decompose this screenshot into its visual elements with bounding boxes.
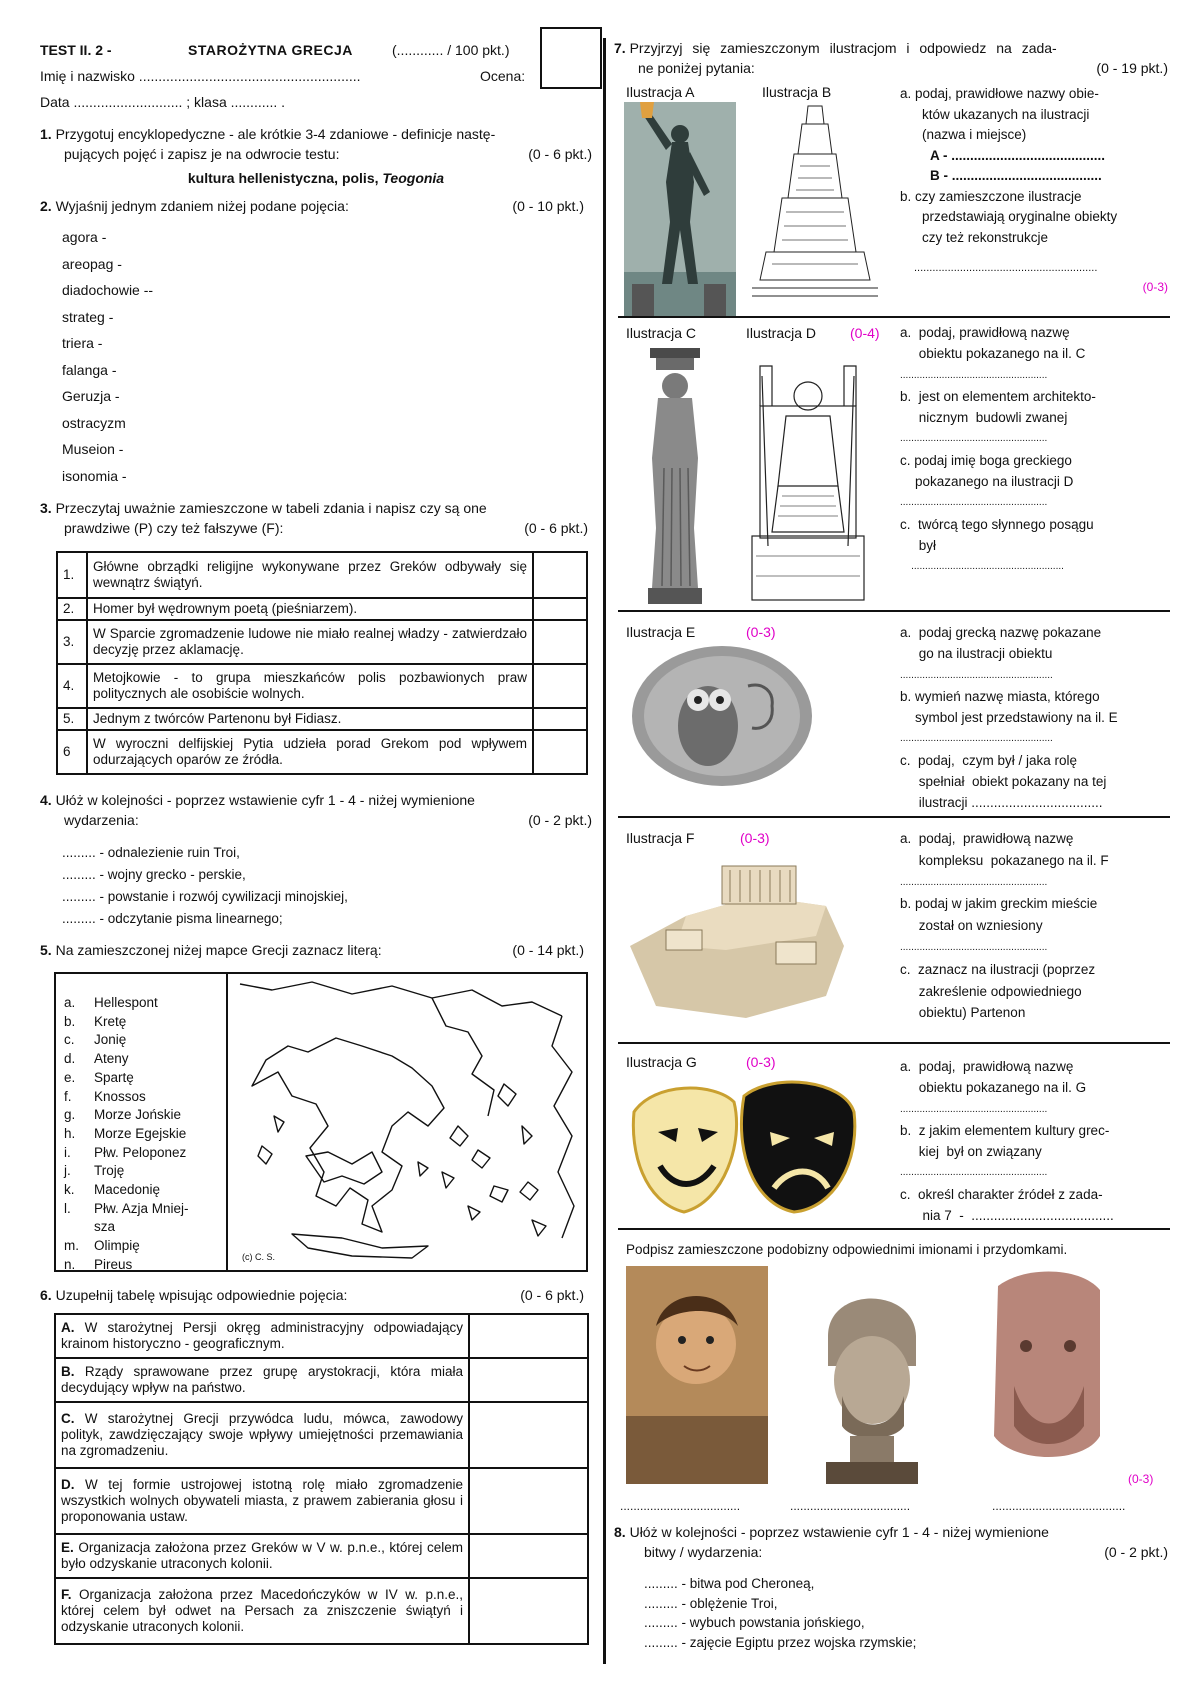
- e-score: (0-3): [746, 624, 776, 640]
- q1-number: 1.: [40, 126, 52, 142]
- q3-table-row: [57, 730, 587, 774]
- g-question-answer-line[interactable]: .....................................................: [900, 1103, 1048, 1115]
- ab-qb-line2: przedstawiają oryginalne obiekty: [922, 209, 1118, 224]
- q3-answer-cell[interactable]: [533, 620, 587, 664]
- f-questions: [900, 828, 1168, 1024]
- q5-item-text: Hellespont: [94, 995, 158, 1010]
- divider-e: [618, 816, 1170, 818]
- cd-question-line: a. podaj, prawidłową nazwę: [900, 325, 1070, 340]
- q5-item: [64, 1125, 189, 1144]
- cd-score: (0-4): [850, 325, 880, 341]
- q5-item-letter: a.: [64, 995, 76, 1010]
- g-question-line: a. podaj, prawidłową nazwę: [900, 1059, 1074, 1074]
- ab-qb-line3: czy też rekonstrukcje: [922, 229, 1049, 245]
- q5-item: [64, 1144, 189, 1163]
- colossus-image[interactable]: [624, 102, 736, 316]
- q5-item-text: Płw. Peloponez: [94, 1144, 187, 1160]
- q1-points: (0 - 6 pkt.): [528, 146, 592, 162]
- q5-item-letter: b.: [64, 1013, 76, 1029]
- q3-row-number: 4.: [57, 664, 87, 708]
- q5-item-text: Pireus: [94, 1256, 133, 1272]
- q8-item[interactable]: ......... - wybuch powstania jońskiego,: [644, 1615, 865, 1631]
- illustration-e-label: Ilustracja E: [626, 624, 696, 640]
- q1-terms: [40, 168, 592, 188]
- q5-item: [64, 1088, 189, 1107]
- q6-row-letter: B.: [61, 1364, 75, 1379]
- q4-number: 4.: [40, 792, 52, 808]
- q2-number: 2.: [40, 198, 52, 214]
- q6-answer-cell[interactable]: [469, 1314, 588, 1358]
- q3-row-number: 6: [57, 730, 87, 774]
- q5-points: (0 - 14 pkt.): [512, 942, 584, 958]
- q5-item-text: Knossos: [94, 1088, 146, 1104]
- q6-row-letter: F.: [61, 1587, 72, 1602]
- q3-table-row: [57, 620, 587, 664]
- q3-answer-cell[interactable]: [533, 552, 587, 598]
- portrait-helmeted-bust-image[interactable]: [798, 1266, 944, 1484]
- f-question-line: b. podaj w jakim greckim mieście: [900, 896, 1098, 912]
- illustration-f-label: Ilustracja F: [626, 830, 695, 846]
- q5-item-list: [64, 994, 189, 1275]
- f-question-answer-line[interactable]: .....................................................: [900, 876, 1048, 888]
- portrait-answer-2[interactable]: ....................................: [790, 1499, 911, 1513]
- q8-item[interactable]: ......... - oblężenie Troi,: [644, 1595, 778, 1611]
- q2-text: Wyjaśnij jednym zdaniem niżej podane pojęcia:: [55, 198, 349, 214]
- q5-item: [64, 1237, 189, 1256]
- q3-text-line1: Przeczytaj uważnie zamieszczone w tabeli zdania i napisz czy są one: [55, 500, 487, 516]
- q5-number: 5.: [40, 942, 52, 958]
- cd-question-line: b. jest on elementem architekto-: [900, 388, 1096, 404]
- q3-table-row: [57, 598, 587, 620]
- q5-item-letter: n.: [64, 1256, 76, 1272]
- column-divider: [603, 38, 606, 1664]
- q3-answer-cell[interactable]: [533, 664, 587, 708]
- illustration-a-label: Ilustracja A: [626, 84, 695, 100]
- page-title: STAROŻYTNA GRECJA: [188, 42, 353, 58]
- grade-box[interactable]: [540, 27, 602, 89]
- ab-qb-line1: b. czy zamieszczone ilustracje: [900, 188, 1082, 204]
- f-question-line: zakreślenie odpowiedniego: [900, 983, 1082, 999]
- q7-text-line2: ne poniżej pytania:: [638, 60, 755, 76]
- q5-item-letter: c.: [64, 1032, 75, 1048]
- max-points: (............ / 100 pkt.): [392, 42, 510, 58]
- portrait-bearded-head-image[interactable]: [984, 1266, 1110, 1470]
- q5-item-letter: d.: [64, 1051, 76, 1067]
- header: [40, 40, 540, 120]
- q5-item-letter: m.: [64, 1238, 79, 1254]
- f-question-line: obiektu) Partenon: [900, 1005, 1026, 1021]
- q2-term: Museion -: [62, 441, 124, 457]
- g-score: (0-3): [746, 1054, 776, 1070]
- q6-row-text: Rządy sprawowane przez grupę arystokracji, która miała decydujący wpływ na państwo.: [61, 1364, 463, 1395]
- q6-definition: [55, 1534, 469, 1578]
- q5-item: [64, 1106, 189, 1125]
- g-question-line: c. określ charakter źródeł z zada-: [900, 1186, 1103, 1202]
- q6-definition: [55, 1314, 469, 1358]
- divider-g: [618, 1228, 1170, 1230]
- q2-term: agora -: [62, 229, 107, 245]
- ab-score: (0-3): [1142, 279, 1168, 294]
- q6-text: Uzupełnij tabelę wpisując odpowiednie pojęcia:: [55, 1287, 348, 1303]
- e-question-answer-line[interactable]: .......................................................: [900, 669, 1053, 681]
- q7-number: 7.: [614, 40, 626, 56]
- f-question-line: a. podaj, prawidłową nazwę: [900, 831, 1074, 846]
- q5-item: [64, 994, 189, 1013]
- q5-item-text: Kretę: [94, 1013, 127, 1029]
- g-questions: [900, 1056, 1168, 1226]
- e-question-answer-line[interactable]: .......................................................: [900, 733, 1053, 745]
- g-question-line: nia 7 - ......................................: [900, 1208, 1114, 1224]
- q5-item-text: Macedonię: [94, 1182, 161, 1198]
- q3-row-number: 2.: [57, 598, 87, 620]
- greece-map[interactable]: [232, 976, 584, 1268]
- q3-answer-cell[interactable]: [533, 598, 587, 620]
- cd-questions: [900, 322, 1168, 578]
- q3-statement: Metojkowie - to grupa mieszkańców polis pozbawionych praw politycznych ale osobiście wolnych.: [87, 664, 533, 708]
- ab-answer-line[interactable]: ............................................................: [914, 262, 1098, 274]
- q8-item[interactable]: ......... - bitwa pod Cheroneą,: [644, 1576, 815, 1591]
- e-questions: [900, 622, 1168, 814]
- q3-points: (0 - 6 pkt.): [524, 520, 588, 536]
- cd-question-answer-line[interactable]: .....................................................: [900, 433, 1048, 445]
- q6-definition: [55, 1358, 469, 1402]
- q3-answer-cell[interactable]: [533, 730, 587, 774]
- q8-item[interactable]: ......... - zajęcie Egiptu przez wojska rzymskie;: [644, 1634, 917, 1650]
- q5-item: [64, 1162, 189, 1181]
- q6-table-row: [55, 1314, 588, 1358]
- q4-points: (0 - 2 pkt.): [528, 812, 592, 828]
- q6-row-text: Organizacja założona przez Macedończyków w IV w. p.n.e., której celem był odwet na Persach za zniszczenie świątyń i odzyskanie utraconych kolonii.: [61, 1587, 463, 1634]
- q5-item-letter: f.: [64, 1088, 72, 1104]
- q5-item: [64, 1181, 189, 1200]
- cd-question-answer-line[interactable]: .....................................................: [900, 497, 1048, 509]
- q5-item-text: Morze Jońskie: [94, 1107, 182, 1123]
- caryatid-image[interactable]: [636, 348, 714, 604]
- q6-definition: [55, 1468, 469, 1534]
- q4-text-line1: Ułóż w kolejności - poprzez wstawienie cyfr 1 - 4 - niżej wymienione: [55, 792, 475, 808]
- g-question-answer-line[interactable]: .....................................................: [900, 1167, 1048, 1179]
- test-label: TEST II. 2 -: [40, 42, 112, 58]
- q6-row-letter: A.: [61, 1320, 75, 1335]
- q5-item-text: Troję: [94, 1163, 125, 1179]
- q6-answer-cell[interactable]: [469, 1402, 588, 1468]
- q8-text-line2: bitwy / wydarzenia:: [644, 1544, 763, 1560]
- cd-question-line: był: [900, 537, 937, 553]
- q3-table-row: [57, 664, 587, 708]
- divider-f: [618, 1042, 1170, 1044]
- q6-table-row: [55, 1468, 588, 1534]
- q3-answer-cell[interactable]: [533, 708, 587, 730]
- q3-table-row: [57, 552, 587, 598]
- q6-answer-cell[interactable]: [469, 1468, 588, 1534]
- q3-row-number: 1.: [57, 552, 87, 598]
- q6-number: 6.: [40, 1287, 52, 1303]
- portrait-mosaic-image[interactable]: [626, 1266, 768, 1484]
- q5-item-letter: e.: [64, 1069, 76, 1085]
- q5-item-text: Jonię: [94, 1032, 127, 1048]
- q6-table-row: [55, 1534, 588, 1578]
- cd-question-line: c. podaj imię boga greckiego: [900, 452, 1072, 468]
- q5-item-text: Olimpię: [94, 1238, 140, 1254]
- q5-item-text: sza: [94, 1219, 116, 1235]
- q6-row-letter: E.: [61, 1540, 74, 1555]
- f-question-line: kompleksu pokazanego na il. F: [900, 852, 1109, 868]
- q4-item[interactable]: ......... - odnalezienie ruin Troi,: [62, 845, 240, 860]
- q5-box: [54, 972, 588, 1272]
- g-question-line: obiektu pokazanego na il. G: [900, 1080, 1087, 1096]
- q5-item: [64, 1200, 189, 1219]
- name-field-label[interactable]: Imię i nazwisko .........................................................: [40, 68, 361, 84]
- q5-item-text: Morze Egejskie: [94, 1125, 187, 1141]
- e-question-line: ilustracji ...................................: [900, 795, 1103, 811]
- q3-number: 3.: [40, 500, 52, 516]
- q4-item[interactable]: ......... - wojny grecko - perskie,: [62, 867, 246, 882]
- cd-question-answer-line[interactable]: .......................................................: [900, 561, 1064, 573]
- q3-statement: W Sparcie zgromadzenie ludowe nie miało realnej władzy - zatwierdzało decyzję przez aklamację.: [87, 620, 533, 664]
- q3-row-number: 5.: [57, 708, 87, 730]
- q5-text: Na zamieszczonej niżej mapce Grecji zaznacz literą:: [55, 942, 382, 958]
- question-3: [40, 498, 592, 538]
- q4-text-line2: wydarzenia:: [64, 812, 139, 828]
- e-question-line: b. wymień nazwę miasta, którego: [900, 688, 1100, 704]
- cd-question-line: pokazanego na ilustracji D: [900, 474, 1074, 490]
- portraits-caption: Podpisz zamieszczone podobizny odpowiednimi imionami i przydomkami.: [626, 1242, 1068, 1257]
- illustration-g-label: Ilustracja G: [626, 1054, 697, 1070]
- lighthouse-image[interactable]: [752, 102, 878, 304]
- q2-term-list: [62, 224, 153, 489]
- q5-item-text: Ateny: [94, 1051, 129, 1067]
- q2-term: triera -: [62, 335, 103, 351]
- illustration-d-label: Ilustracja D: [746, 325, 817, 341]
- q8-points: (0 - 2 pkt.): [1104, 1544, 1168, 1560]
- q6-table-row: [55, 1402, 588, 1468]
- acropolis-model-image[interactable]: [626, 846, 848, 1022]
- question-7: [614, 38, 1168, 78]
- q3-statement: Główne obrządki religijne wykonywane przez Greków odbywały się wewnątrz świątyń.: [87, 552, 533, 598]
- q2-term: falanga -: [62, 361, 117, 378]
- q2-points: (0 - 10 pkt.): [512, 198, 584, 214]
- q3-statement: Jednym z twórców Partenonu był Fidiasz.: [87, 708, 533, 730]
- q5-item-letter: [64, 1218, 94, 1237]
- q2-term: Geruzja -: [62, 388, 120, 404]
- ab-answer-a[interactable]: A - .........................................: [930, 147, 1106, 163]
- q5-item-letter: l.: [64, 1200, 71, 1216]
- q5-item: [64, 1256, 189, 1275]
- q5-item: [64, 1031, 189, 1050]
- q3-statement: Homer był wędrownym poetą (pieśniarzem).: [87, 598, 533, 620]
- q6-points: (0 - 6 pkt.): [520, 1287, 584, 1303]
- date-class-label[interactable]: Data ............................ ; klasa ............ .: [40, 94, 286, 110]
- q4-item[interactable]: ......... - powstanie i rozwój cywilizacji minojskiej,: [62, 889, 348, 904]
- zeus-statue-image[interactable]: [742, 346, 874, 604]
- owl-coin-image[interactable]: [624, 642, 820, 790]
- portrait-answer-1[interactable]: ....................................: [620, 1499, 741, 1513]
- cd-question-line: nicznym budowli zwanej: [900, 410, 1068, 426]
- q5-item-text: Płw. Azja Mniej-: [94, 1200, 189, 1216]
- q3-table-row: [57, 708, 587, 730]
- q5-item: [64, 1218, 189, 1237]
- ab-qa-line1: a. podaj, prawidłowe nazwy obie-: [900, 86, 1099, 101]
- e-question-line: symbol jest przedstawiony na il. E: [900, 710, 1118, 726]
- f-question-answer-line[interactable]: .....................................................: [900, 941, 1048, 953]
- q1-text-line2: pujących pojęć i zapisz je na odwrocie testu:: [64, 146, 340, 162]
- q5-item: [64, 1069, 189, 1088]
- q6-row-text: W starożytnej Persji okręg administracyjny odpowiadający krainom historyczno - geograficznym.: [61, 1320, 463, 1351]
- map-credit: (c) C. S.: [242, 1252, 275, 1262]
- q6-answer-cell[interactable]: [469, 1534, 588, 1578]
- q2-term: isonomia -: [62, 467, 127, 484]
- q3-statement: W wyroczni delfijskiej Pytia udzieła porad Grekom pod wpływem odurzających oparów ze źródła.: [87, 730, 533, 774]
- q2-term: strateg -: [62, 308, 114, 325]
- g-question-line: b. z jakim elementem kultury grec-: [900, 1122, 1110, 1138]
- e-question-line: a. podaj grecką nazwę pokazane: [900, 625, 1102, 640]
- g-question-line: kiej był on związany: [900, 1144, 1042, 1160]
- theatre-masks-image[interactable]: [624, 1072, 862, 1222]
- grade-label: Ocena:: [480, 68, 526, 84]
- q6-row-text: Organizacja założona przez Greków w V w. p.n.e., której celem było odzyskanie utraconych kolonii.: [61, 1540, 463, 1571]
- q7-points: (0 - 19 pkt.): [1096, 60, 1168, 76]
- question-5: [40, 940, 592, 960]
- q6-row-letter: C.: [61, 1411, 75, 1426]
- q6-definition: [55, 1578, 469, 1644]
- divider-cd: [618, 610, 1170, 612]
- q3-text-line2: prawdziwe (P) czy też fałszywe (F):: [64, 520, 284, 536]
- q2-term: ostracyzm: [62, 414, 126, 431]
- cd-question-line: c. twórcą tego słynnego posągu: [900, 516, 1094, 532]
- q1-terms-plain: kultura hellenistyczna, polis,: [187, 170, 379, 186]
- divider-ab: [618, 316, 1170, 318]
- q4-item-list: [62, 842, 348, 930]
- cd-question-line: obiektu pokazanego na il. C: [900, 346, 1086, 362]
- q2-term: areopag -: [62, 255, 122, 272]
- q6-definition: [55, 1402, 469, 1468]
- q6-row-letter: D.: [61, 1477, 75, 1492]
- q8-item-list: [644, 1574, 916, 1652]
- q6-table-row: [55, 1578, 588, 1644]
- question-1: [40, 124, 592, 188]
- q5-item-letter: k.: [64, 1182, 75, 1198]
- q5-item-letter: h.: [64, 1125, 76, 1141]
- q5-item: [64, 1050, 189, 1069]
- q4-item[interactable]: ......... - odczytanie pisma linearnego;: [62, 911, 283, 926]
- portrait-answer-3[interactable]: ........................................: [992, 1499, 1126, 1513]
- q5-item-text: Spartę: [94, 1069, 134, 1085]
- q8-number: 8.: [614, 1524, 626, 1540]
- f-score: (0-3): [740, 830, 770, 846]
- q1-terms-italic: Teogonia: [382, 170, 445, 186]
- e-question-line: go na ilustracji obiektu: [900, 646, 1053, 662]
- question-2: [40, 196, 592, 216]
- e-question-line: c. podaj, czym był / jaka rolę: [900, 752, 1078, 768]
- illustration-c-label: Ilustracja C: [626, 325, 697, 341]
- q3-table: [56, 551, 588, 775]
- ab-questions: [900, 84, 1168, 295]
- q5-item-letter: g.: [64, 1107, 76, 1123]
- portraits-score: (0-3): [1128, 1472, 1154, 1486]
- question-4: [40, 790, 592, 830]
- q3-row-number: 3.: [57, 620, 87, 664]
- q8-text-line1: Ułóż w kolejności - poprzez wstawienie cyfr 1 - 4 - niżej wymienione: [629, 1524, 1049, 1540]
- q6-row-text: W tej formie ustrojowej istotną rolę miało zgromadzenie wszystkich wolnych obywateli miasta, z prawem zabierania głosu i proponowania ustaw.: [61, 1477, 463, 1524]
- q1-text-line1: Przygotuj encyklopedyczne - ale krótkie 3-4 zdaniowe - definicje nastę-: [55, 126, 496, 142]
- cd-question-answer-line[interactable]: .....................................................: [900, 369, 1048, 381]
- q5-item: [64, 1013, 189, 1032]
- question-6: [40, 1285, 592, 1305]
- q6-answer-cell[interactable]: [469, 1578, 588, 1644]
- q2-term: diadochowie --: [62, 282, 154, 298]
- q6-row-text: W starożytnej Grecji przywódca ludu, mówca, zawodowy polityk, zawdzięczający swoje wpływy umiejętności przemawiania na zgromadzeniu.: [61, 1411, 463, 1458]
- q5-item-letter: i.: [64, 1144, 71, 1160]
- q6-answer-cell[interactable]: [469, 1358, 588, 1402]
- illustration-b-label: Ilustracja B: [762, 84, 832, 100]
- f-question-line: został on wzniesiony: [900, 918, 1043, 934]
- q6-table-row: [55, 1358, 588, 1402]
- q6-table: [54, 1313, 589, 1645]
- ab-qa-line3: (nazwa i miejsce): [922, 127, 1027, 142]
- q5-item-letter: j.: [64, 1163, 71, 1179]
- ab-answer-b[interactable]: B - ........................................: [930, 168, 1102, 183]
- f-question-line: c. zaznacz na ilustracji (poprzez: [900, 961, 1096, 977]
- question-8: [614, 1522, 1168, 1562]
- e-question-line: spełniał obiekt pokazany na tej: [900, 774, 1107, 790]
- q7-text-line1: Przyjrzyj się zamieszczonym ilustracjom i odpowiedz na zada-: [629, 40, 1057, 56]
- ab-qa-line2: któw ukazanych na ilustracji: [922, 106, 1090, 122]
